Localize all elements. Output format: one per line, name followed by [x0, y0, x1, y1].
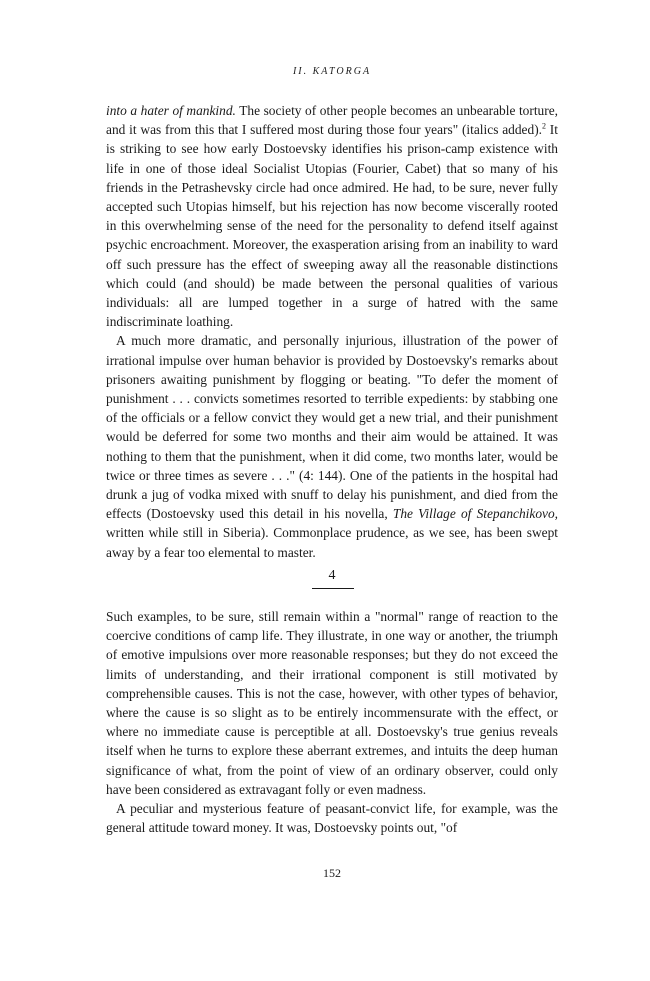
paragraph: A peculiar and mysterious feature of peasant-convict life, for example, was the general attitude toward money. It was, Dostoevsky points out, "of — [106, 801, 558, 836]
text-block-lower — [106, 607, 558, 837]
paragraph: Such examples, to be sure, still remain within a "normal" range of reaction to the coercive conditions of camp life. They illustrate, in one way or another, the triumph of emotive impulsions over more reasonable responses; but they do not exceed the limits of understanding, and their irrational component is still motivated by comprehensible causes. This is not the case, however, with other types of behavior, where the cause is so slight as to be entirely incommensurate with the effect, or where no immediate cause is perceptible at all. Dostoevsky's true genius reveals itself when he turns to explore these aberrant extremes, and intuits the deep human significance of what, from the point of view of an ordinary observer, could only have been considered as extravagant folly or even madness. — [106, 609, 558, 797]
italic-title: The Village of Stepanchikovo, — [392, 506, 558, 522]
italic-phrase: into a hater of mankind. — [106, 103, 236, 118]
paragraph-text: A much more dramatic, and personally injurious, illustration of the power of irrational impulse over human behavior is provided by Dostoevsky's remarks about prisoners awaiting punishment by flogging or beating. "To defer the moment of punishment . . . convicts sometimes resorted to terrible expedients: by stabbing one of the officials or a fellow convict they would get a new trial, and their punishment would be deferred for some two months and their aim would be attained. It was nothing to them that the punishment, when it did come, two months later, would be twice or three times as severe . . ." (4: 144). One of the patients in the hospital had drunk a jug of vodka mixed with snuff to delay his punishment, and died from the effects (Dostoevsky used this detail in his novella, — [106, 333, 558, 522]
section-number: 4 — [328, 568, 336, 583]
footnote-mark: 2 — [542, 121, 546, 131]
running-head: II. KATORGA — [292, 66, 372, 77]
paragraph-text: It is striking to see how early Dostoevsky identifies his prison-camp existence with life in one of those ideal Socialist Utopias (Fourier, Cabet) that so many of his friends in the Petrashevsky circle had once admired. He had, to be sure, never fully accepted such Utopias himself, but his rejection has now become viscerally rooted in this overwhelming sense of the need for the personality to defend itself against psychic encroachment. Moreover, the exasperation arising from an inability to ward off such pressure has the effect of sweeping away all the reasonable distinctions which could (and should) be made between the personal qualities of various individuals: all are lumped together in a surge of hatred with the same indiscriminate loathing. — [106, 122, 558, 330]
text-block-upper — [106, 101, 558, 562]
paragraph — [106, 101, 558, 331]
paragraph-text: The society of other people becomes an unbearable torture, and it was from this that I suffered most during those four years" (italics added). — [106, 103, 558, 138]
paragraph — [106, 331, 558, 561]
paragraph-text: written while still in Siberia). Commonplace prudence, as we see, has been swept away by a fear too elemental to master. — [106, 525, 558, 560]
page-number: 152 — [323, 866, 341, 880]
section-divider — [312, 588, 354, 589]
